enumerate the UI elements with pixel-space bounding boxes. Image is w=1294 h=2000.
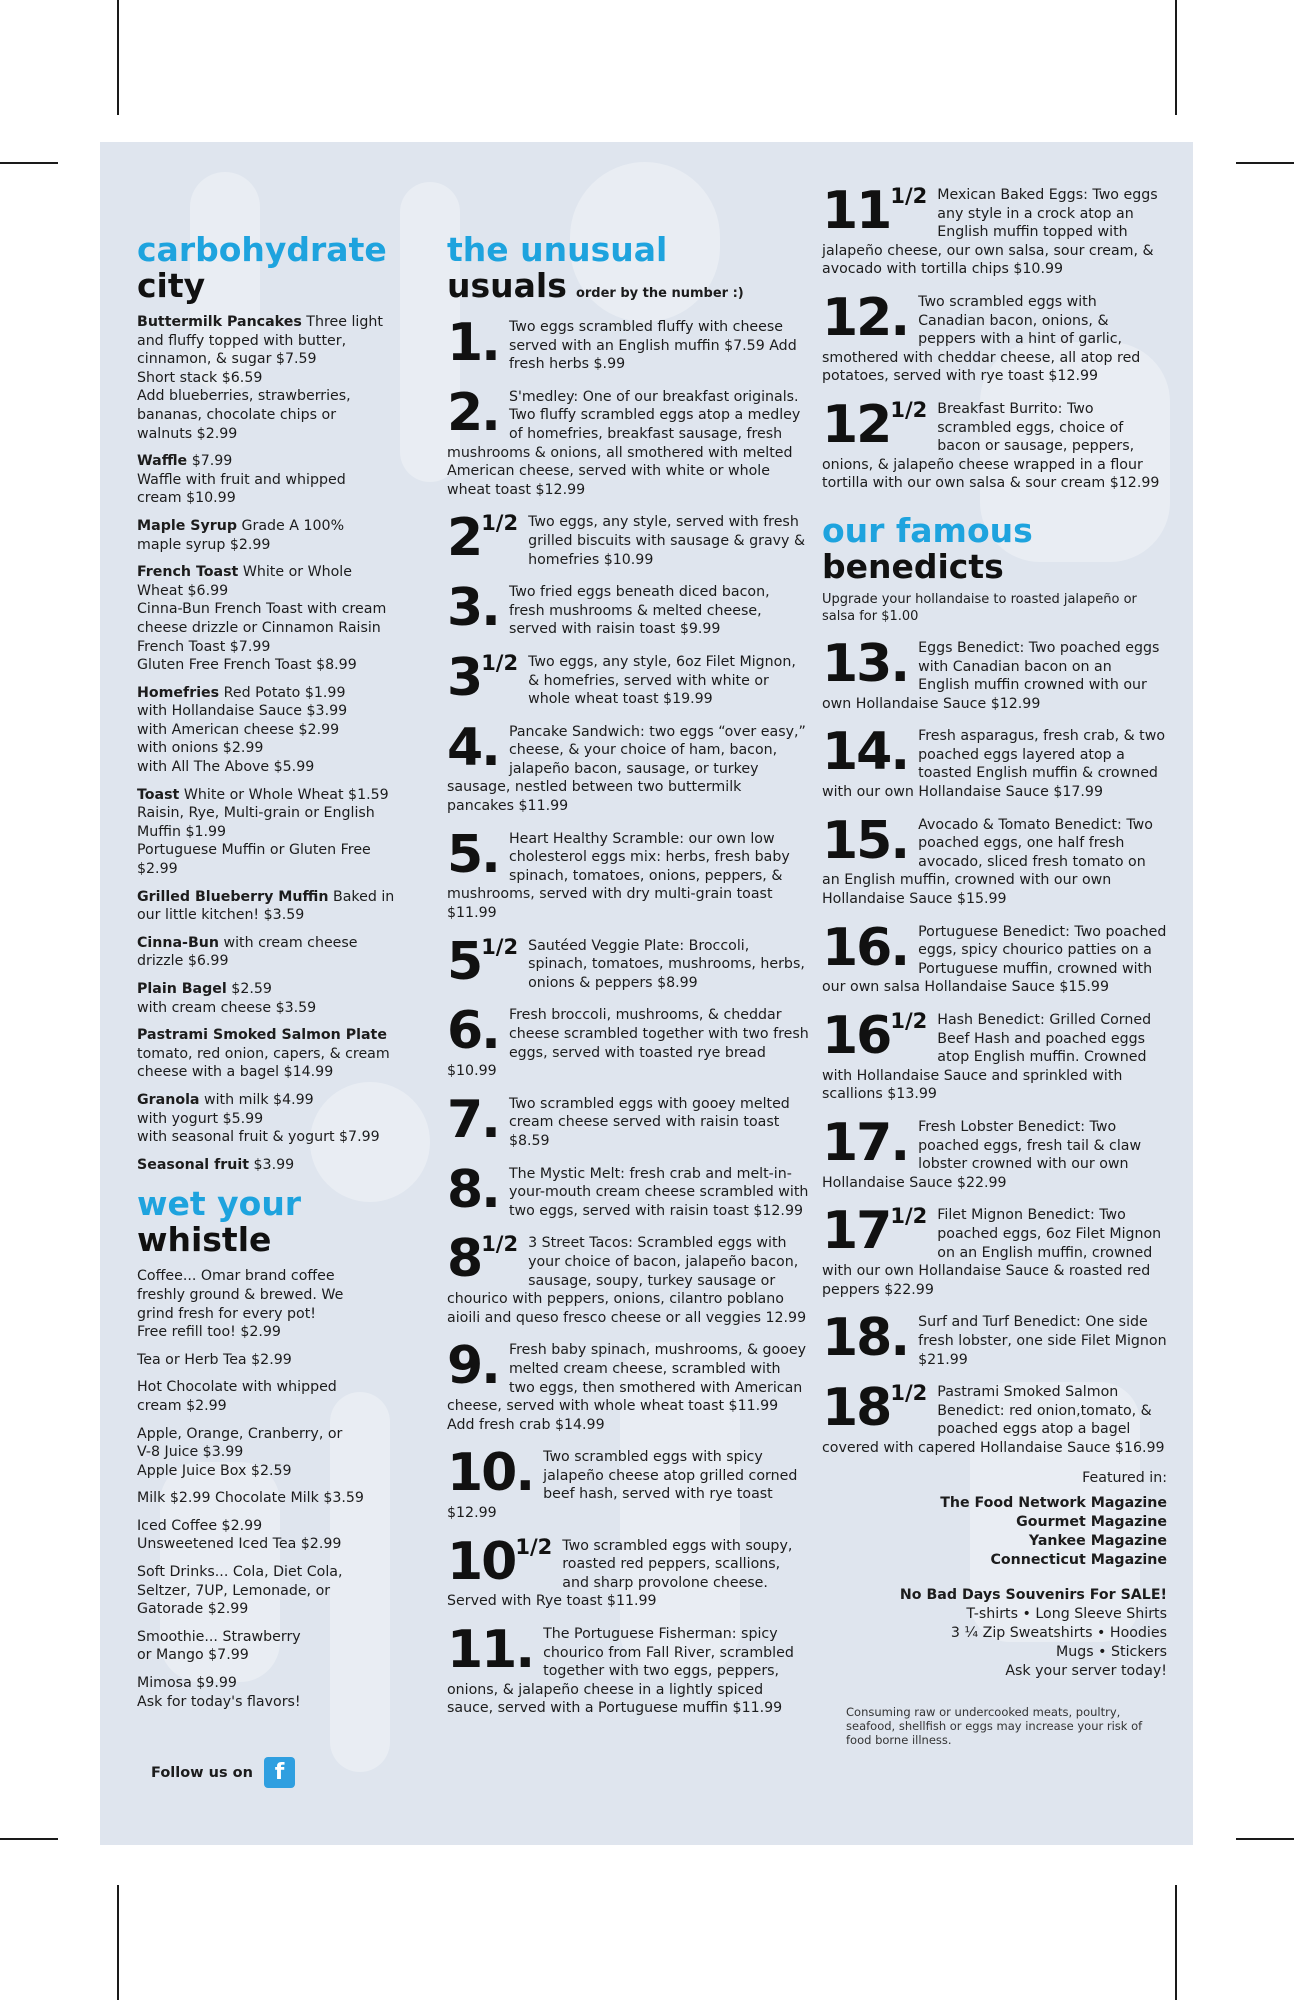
whistle-title-line1: wet your — [137, 1184, 302, 1224]
item-number-half: 1/2 — [481, 934, 519, 959]
item-number — [822, 394, 928, 455]
drink-item-line: Iced Coffee $2.99 — [137, 1517, 263, 1534]
carbs-item-line: Short stack $6.59 — [137, 369, 263, 386]
item-description: Pastrami Smoked Salmon Benedict: red onion,tomato, & poached eggs atop a bagel covered with capered Hollandaise Sauce $16.99 — [822, 1384, 1165, 1456]
item-description: Breakfast Burrito: Two scrambled eggs, choice of bacon or sausage, peppers, onions, & jalapeño cheese wrapped in a flour tortilla with our own salsa & sour cream $12.99 — [822, 400, 1160, 492]
item-description: Hash Benedict: Grilled Corned Beef Hash and poached eggs atop English muffin. Crowned with Hollandaise Sauce and sprinkled with scallions $13.99 — [822, 1012, 1152, 1103]
item-number — [447, 1336, 499, 1397]
usuals-subtitle: order by the number :) — [575, 286, 744, 301]
crop-mark — [1175, 0, 1177, 115]
carbs-item-name: Plain Bagel — [137, 981, 227, 997]
item-description: Two eggs, any style, 6oz Filet Mignon, & homefries, served with white or whole wheat toast $19.99 — [528, 653, 796, 708]
carbs-item-line: $3.99 — [253, 1156, 295, 1173]
carbs-item-line: Add blueberries, strawberries, — [137, 388, 351, 405]
carbs-item-name: Maple Syrup — [137, 517, 237, 534]
usuals-title-line2: usuals — [447, 266, 567, 305]
item-description: Two scrambled eggs with spicy jalapeño cheese atop grilled corned beef hash, served with rye toast $12.99 — [447, 1449, 798, 1522]
menu-item — [822, 1308, 1167, 1369]
menu-item — [447, 647, 809, 709]
item-description: Two scrambled eggs with gooey melted cream cheese served with raisin toast $8.59 — [508, 1095, 790, 1149]
carbs-item-name: Buttermilk Pancakes — [137, 314, 302, 330]
souvenir-line: T-shirts • Long Sleeve Shirts — [966, 1606, 1167, 1623]
menu-item — [447, 313, 809, 374]
item-number — [822, 722, 909, 783]
carbs-item — [137, 1156, 427, 1175]
menu-item — [447, 824, 809, 923]
item-number-value: 1. — [447, 313, 499, 373]
carbs-title-line2: city — [137, 266, 206, 305]
item-number-half: 1/2 — [890, 1009, 928, 1033]
magazine-name: The Food Network Magazine — [940, 1495, 1167, 1512]
item-description: Surf and Turf Benedict: One side fresh lobster, one side Filet Mignon $21.99 — [918, 1314, 1167, 1368]
carbs-item-line: drizzle $6.99 — [137, 953, 229, 970]
item-number — [447, 824, 499, 885]
drink-item-line: Coffee... Omar brand coffee — [137, 1268, 335, 1285]
item-number-value: 2 — [447, 508, 482, 569]
item-number — [822, 181, 928, 241]
carbs-item-line: with cream cheese $3.59 — [137, 999, 317, 1016]
drink-item-line: Mimosa $9.99 — [137, 1675, 237, 1692]
benedicts-title-line1: our famous — [822, 510, 1033, 550]
carbs-item-name: Homefries — [137, 684, 220, 701]
item-number — [822, 1112, 909, 1173]
drink-item-line: Apple Juice Box $2.59 — [137, 1462, 292, 1479]
menu-item — [447, 508, 809, 569]
drink-item-line: Seltzer, 7UP, Lemonade, or — [137, 1582, 331, 1599]
carbs-item-line: Wheat $6.99 — [137, 582, 229, 599]
item-number-half: 1/2 — [481, 650, 519, 675]
menu-item — [447, 1001, 809, 1080]
carbs-item-name: Grilled Blueberry Muffin — [137, 888, 329, 905]
item-number-value: 9. — [447, 1336, 499, 1397]
menu-item — [447, 717, 809, 816]
item-number-value: 4. — [447, 717, 499, 778]
menu-item — [447, 931, 809, 993]
item-number — [822, 1308, 909, 1369]
carbs-item-line: Grade A 100% — [241, 517, 345, 534]
item-number — [822, 810, 909, 871]
carbs-item-line: Baked in — [332, 888, 395, 905]
item-number — [447, 313, 499, 373]
item-number-half: 1/2 — [481, 1232, 519, 1257]
carbs-item-line: and fluffy topped with butter, — [137, 332, 347, 349]
item-description: Eggs Benedict: Two poached eggs with Canadian bacon on an English muffin crowned with our own Hollandaise Sauce $12.99 — [822, 639, 1160, 712]
drink-item — [137, 1674, 427, 1711]
drink-item-line: Unsweetened Iced Tea $2.99 — [137, 1536, 342, 1553]
menu-item — [822, 722, 1167, 801]
souvenir-line: 3 ¼ Zip Sweatshirts • Hoodies — [950, 1625, 1167, 1642]
item-number-value: 8 — [447, 1229, 482, 1290]
drink-item — [137, 1517, 427, 1554]
item-number-half: 1/2 — [890, 397, 928, 422]
crop-mark — [1236, 162, 1294, 164]
item-description: Heart Healthy Scramble: our own low cholesterol eggs mix: herbs, fresh baby spinach, tomatoes, onions, peppers, & mushrooms, served with dry multi-grain toast $11.99 — [447, 830, 790, 922]
carbs-item-line: $2.59 — [231, 981, 272, 997]
whistle-title-line2: whistle — [137, 1220, 272, 1260]
carbs-item-line: cheese with a bagel $14.99 — [137, 1064, 334, 1081]
carbs-item — [137, 563, 427, 675]
magazine-name: Connecticut Magazine — [990, 1552, 1167, 1569]
item-number — [822, 287, 909, 348]
crop-mark — [1236, 1838, 1294, 1840]
carbs-item-line: Red Potato $1.99 — [223, 684, 346, 701]
item-number — [822, 1006, 928, 1066]
benedicts-note: Upgrade your hollandaise to roasted jalapeño or salsa for $1.00 — [822, 591, 1137, 624]
carbs-item — [137, 980, 427, 1017]
item-number — [447, 578, 499, 639]
item-number-value: 11. — [447, 1620, 534, 1681]
item-number-value: 16. — [822, 917, 909, 978]
drink-item-line: grind fresh for every pot! — [137, 1305, 316, 1322]
item-number — [447, 1620, 534, 1681]
drink-item — [137, 1563, 427, 1619]
item-number-half: 1/2 — [515, 1534, 553, 1559]
carbs-item — [137, 934, 427, 971]
item-number — [822, 917, 909, 978]
item-description: Two eggs, any style, served with fresh grilled biscuits with sausage & gravy & homefries $10.99 — [528, 514, 806, 568]
item-number — [447, 1229, 519, 1290]
benedicts-title-line2: benedicts — [822, 546, 1004, 586]
menu-panel — [100, 142, 1193, 1845]
souvenirs-lines — [822, 1605, 1167, 1681]
legal-disclaimer: Consuming raw or undercooked meats, poultry, seafood, shellfish or eggs may increase your risk of food borne illness. — [846, 1705, 1143, 1748]
carbs-item-name: Granola — [137, 1091, 200, 1108]
carbs-item-line: $7.99 — [191, 453, 233, 470]
drink-item-line: Gatorade $2.99 — [137, 1601, 249, 1618]
benedicts-list — [822, 633, 1167, 1458]
usuals-list — [447, 313, 809, 1718]
item-number — [447, 647, 519, 708]
item-number — [447, 1089, 499, 1150]
menu-item — [447, 1089, 809, 1151]
drink-item-line: Soft Drinks... Cola, Diet Cola, — [137, 1564, 343, 1581]
crop-mark — [0, 1838, 58, 1840]
carbs-item-line: cream $10.99 — [137, 490, 236, 507]
item-description: Pancake Sandwich: two eggs “over easy,” cheese, & your choice of ham, bacon, jalapeño bacon, sausage, or turkey sausage, nestled between two buttermilk pancakes $11.99 — [447, 723, 806, 815]
item-number-value: 3. — [447, 578, 499, 639]
carbs-item-line: with yogurt $5.99 — [137, 1110, 264, 1127]
item-number — [822, 1378, 928, 1439]
menu-item — [447, 1620, 809, 1718]
drink-item-line: freshly ground & brewed. We — [137, 1286, 344, 1303]
column-left — [137, 232, 427, 1788]
drink-item — [137, 1628, 427, 1665]
item-number-half: 1/2 — [890, 1204, 928, 1229]
magazine-name: Yankee Magazine — [1028, 1533, 1167, 1550]
menu-item — [822, 181, 1167, 279]
featured-magazines — [822, 1494, 1167, 1570]
magazine-name: Gourmet Magazine — [1016, 1514, 1167, 1531]
carbs-item — [137, 684, 427, 777]
item-description: Filet Mignon Benedict: Two poached eggs, 6oz Filet Mignon on an English muffin, crowned with our own Hollandaise Sauce & roasted red peppers $22.99 — [822, 1207, 1162, 1298]
carbs-item — [137, 452, 427, 508]
item-description: The Mystic Melt: fresh crab and melt-in-your-mouth cream cheese scrambled with two eggs, served with raisin toast $12.99 — [508, 1165, 809, 1219]
carbs-item — [137, 313, 427, 443]
item-number-value: 18. — [822, 1308, 909, 1369]
item-description: Mexican Baked Eggs: Two eggs any style in a crock atop an English muffin topped with jalapeño cheese, our own salsa, sour cream, & avocado with tortilla chips $10.99 — [822, 187, 1158, 278]
carbs-item-line: Raisin, Rye, Multi-grain or English — [137, 805, 375, 822]
item-number — [822, 1201, 928, 1262]
souvenir-line: Ask your server today! — [1005, 1663, 1167, 1680]
carbs-item-name: Toast — [137, 786, 180, 803]
crop-mark — [117, 1885, 119, 2000]
follow-us-label: Follow us on — [151, 1765, 253, 1782]
item-number-half: 1/2 — [481, 511, 519, 536]
souvenir-line: Mugs • Stickers — [1056, 1644, 1167, 1661]
carbs-item-line: with milk $4.99 — [204, 1091, 314, 1108]
carbs-item — [137, 888, 427, 925]
item-number-value: 3 — [447, 647, 482, 708]
menu-item — [822, 1006, 1167, 1104]
item-number — [447, 508, 519, 569]
carbs-item-line: Muffin $1.99 — [137, 823, 227, 840]
carbs-item-line: bananas, chocolate chips or — [137, 406, 337, 423]
drink-item-line: V-8 Juice $3.99 — [137, 1444, 244, 1461]
item-number-half: 1/2 — [890, 184, 928, 208]
item-description: The Portuguese Fisherman: spicy chourico from Fall River, scrambled together with two eggs, peppers, onions, & jalapeño cheese in a lightly spiced sauce, served with a Portuguese muffin $11.99 — [447, 1626, 794, 1717]
drink-item-line: cream $2.99 — [137, 1397, 227, 1414]
item-description: Sautéed Veggie Plate: Broccoli, spinach, tomatoes, mushrooms, herbs, onions & peppers $8.99 — [528, 937, 805, 991]
menu-item — [822, 1378, 1167, 1457]
carbs-item-line: Three light — [306, 314, 383, 330]
carbs-title-line1: carbohydrate — [137, 230, 387, 269]
carbs-item-line: Cinna-Bun French Toast with cream — [137, 601, 387, 618]
carbs-item-line: $2.99 — [137, 861, 178, 878]
souvenirs-section — [822, 1586, 1167, 1681]
item-description: Avocado & Tomato Benedict: Two poached eggs, one half fresh avocado, sliced fresh tomato on an English muffin, crowned with our own Hollandaise Sauce $15.99 — [822, 816, 1153, 908]
item-description: Fresh baby spinach, mushrooms, & gooey melted cream cheese, scrambled with two eggs, then smothered with American cheese, served with whole wheat toast $11.99 Add fresh crab $14.99 — [447, 1342, 807, 1433]
carbs-item-line: White or Whole — [242, 564, 352, 581]
item-number-value: 16 — [822, 1006, 891, 1066]
item-description: 3 Street Tacos: Scrambled eggs with your choice of bacon, jalapeño bacon, sausage, soupy, turkey sausage or chourico with peppers, onions, cilantro poblano aioili and queso fresco cheese or all veggies 12.99 — [447, 1235, 807, 1326]
item-number-value: 17. — [822, 1112, 909, 1173]
crop-mark — [1175, 1885, 1177, 2000]
carbs-item-line: tomato, red onion, capers, & cream — [137, 1045, 390, 1062]
drink-item — [137, 1267, 427, 1341]
menu-item — [822, 287, 1167, 386]
follow-us — [151, 1757, 427, 1788]
drink-item-line: Tea or Herb Tea $2.99 — [137, 1351, 292, 1368]
item-number — [447, 1001, 499, 1062]
drink-item — [137, 1351, 427, 1370]
drink-item — [137, 1489, 427, 1508]
menu-item — [822, 1112, 1167, 1192]
menu-item — [447, 382, 809, 500]
carbs-item-name: French Toast — [137, 564, 239, 581]
carbs-item-line: French Toast $7.99 — [137, 638, 271, 655]
carbs-item-line: Waffle with fruit and whipped — [137, 471, 346, 488]
item-number-value: 15. — [822, 810, 909, 871]
item-number — [447, 1443, 534, 1504]
item-number — [447, 1531, 553, 1592]
item-number-value: 2. — [447, 382, 499, 443]
carbs-item — [137, 786, 427, 879]
item-number-value: 11 — [822, 181, 891, 241]
item-number-value: 13. — [822, 633, 909, 694]
drink-item-line: Apple, Orange, Cranberry, or — [137, 1425, 343, 1442]
carbs-item — [137, 1091, 427, 1147]
item-description: Two scrambled eggs with soupy, roasted red peppers, scallions, and sharp provolone cheese. Served with Rye toast $11.99 — [447, 1537, 793, 1610]
column-middle — [447, 232, 809, 1718]
menu-item — [447, 1443, 809, 1522]
menu-item — [447, 1531, 809, 1611]
item-description: Portuguese Benedict: Two poached eggs, spicy chourico patties on a Portuguese muffin, crowned with our own salsa Hollandaise Sauce $15.99 — [822, 923, 1167, 996]
item-description: Fresh broccoli, mushrooms, & cheddar cheese scrambled together with two fresh eggs, served with toasted rye bread $10.99 — [447, 1007, 809, 1080]
souvenirs-title: No Bad Days Souvenirs For SALE! — [899, 1587, 1167, 1604]
whistle-list — [137, 1267, 427, 1711]
menu-item — [822, 394, 1167, 493]
item-number — [447, 1159, 499, 1220]
menu-item — [822, 633, 1167, 713]
item-number-half: 1/2 — [890, 1381, 928, 1406]
menu-item — [447, 1229, 809, 1327]
menu-item — [447, 1159, 809, 1221]
item-description: Two fried eggs beneath diced bacon, fresh mushrooms & melted cheese, served with raisin toast $9.99 — [508, 584, 770, 638]
carbs-item — [137, 517, 427, 554]
item-number-value: 10. — [447, 1443, 534, 1504]
featured-section — [822, 1469, 1167, 1570]
crop-mark — [0, 162, 58, 164]
item-number-value: 8. — [447, 1159, 499, 1220]
carbs-list — [137, 313, 427, 1174]
drink-item-line: or Mango $7.99 — [137, 1647, 249, 1664]
col3-list — [822, 181, 1167, 493]
drink-item-line: Free refill too! $2.99 — [137, 1324, 281, 1341]
carbs-item-line: with American cheese $2.99 — [137, 721, 340, 738]
item-description: Fresh asparagus, fresh crab, & two poached eggs layered atop a toasted English muffin & crowned with our own Hollandaise Sauce $17.99 — [822, 728, 1166, 801]
carbs-item-line: with All The Above $5.99 — [137, 759, 315, 776]
drink-item-line: Milk $2.99 Chocolate Milk $3.59 — [137, 1490, 364, 1507]
carbs-item-name: Seasonal fruit — [137, 1156, 249, 1173]
drink-item-line: Ask for today's flavors! — [137, 1693, 301, 1710]
item-number-value: 17 — [822, 1201, 891, 1262]
carbs-item-line: our little kitchen! $3.59 — [137, 907, 305, 924]
carbs-item-line: cinnamon, & sugar $7.59 — [137, 351, 317, 368]
carbs-item-line: with onions $2.99 — [137, 740, 264, 757]
item-description: Two eggs scrambled fluffy with cheese served with an English muffin $7.59 Add fresh herbs $.99 — [508, 319, 797, 373]
item-number-value: 6. — [447, 1001, 499, 1062]
item-number-value: 14. — [822, 722, 909, 783]
drink-item-line: Hot Chocolate with whipped — [137, 1379, 337, 1396]
column-right — [822, 172, 1167, 1747]
item-description: Fresh Lobster Benedict: Two poached eggs, fresh tail & claw lobster crowned with our own Hollandaise Sauce $22.99 — [822, 1118, 1142, 1191]
carbs-item-line: with seasonal fruit & yogurt $7.99 — [137, 1129, 380, 1146]
menu-item — [447, 1336, 809, 1434]
item-number — [447, 382, 499, 443]
usuals-title-line2-wrap — [447, 268, 809, 304]
item-number-value: 7. — [447, 1089, 499, 1150]
item-description: S'medley: One of our breakfast originals. Two fluffy scrambled eggs atop a medley of homefries, breakfast sausage, fresh mushrooms & onions, all smothered with melted American cheese, served with white or whole wheat toast $12.99 — [447, 388, 801, 498]
item-number-value: 5 — [447, 931, 482, 992]
menu-item — [447, 578, 809, 639]
item-number-value: 12. — [822, 287, 909, 348]
featured-label: Featured in: — [1082, 1470, 1167, 1487]
item-number-value: 5. — [447, 824, 499, 885]
drink-item-line: Smoothie... Strawberry — [137, 1628, 301, 1645]
carbs-item-line: with Hollandaise Sauce $3.99 — [137, 703, 348, 720]
menu-item — [822, 810, 1167, 909]
carbs-item-line: maple syrup $2.99 — [137, 536, 271, 553]
facebook-icon[interactable]: f — [264, 1757, 295, 1788]
carbs-item-line: Portuguese Muffin or Gluten Free — [137, 842, 371, 859]
carbs-item-name: Pastrami Smoked Salmon Plate — [137, 1027, 387, 1044]
drink-item — [137, 1378, 427, 1415]
menu-item — [822, 1201, 1167, 1299]
item-number-value: 12 — [822, 394, 891, 455]
carbs-item-line: White or Whole Wheat $1.59 — [183, 786, 389, 803]
carbs-item — [137, 1026, 427, 1082]
usuals-title-line1: the unusual — [447, 230, 668, 269]
carbs-item-line: with cream cheese — [223, 934, 358, 951]
carbs-item-line: cheese drizzle or Cinnamon Raisin — [137, 619, 381, 636]
drink-item — [137, 1425, 427, 1481]
item-number — [822, 633, 909, 694]
item-number-value: 18 — [822, 1378, 891, 1439]
carbs-item-line: Gluten Free French Toast $8.99 — [137, 657, 357, 674]
carbs-item-name: Waffle — [137, 453, 188, 470]
menu-item — [822, 917, 1167, 997]
item-number — [447, 717, 499, 778]
item-number-value: 10 — [447, 1531, 516, 1592]
carbs-item-line: walnuts $2.99 — [137, 425, 238, 442]
item-description: Two scrambled eggs with Canadian bacon, onions, & peppers with a hint of garlic, smothered with cheddar cheese, all atop red potatoes, served with rye toast $12.99 — [822, 293, 1141, 385]
crop-mark — [117, 0, 119, 115]
item-number — [447, 931, 519, 992]
carbs-item-name: Cinna-Bun — [137, 934, 219, 951]
